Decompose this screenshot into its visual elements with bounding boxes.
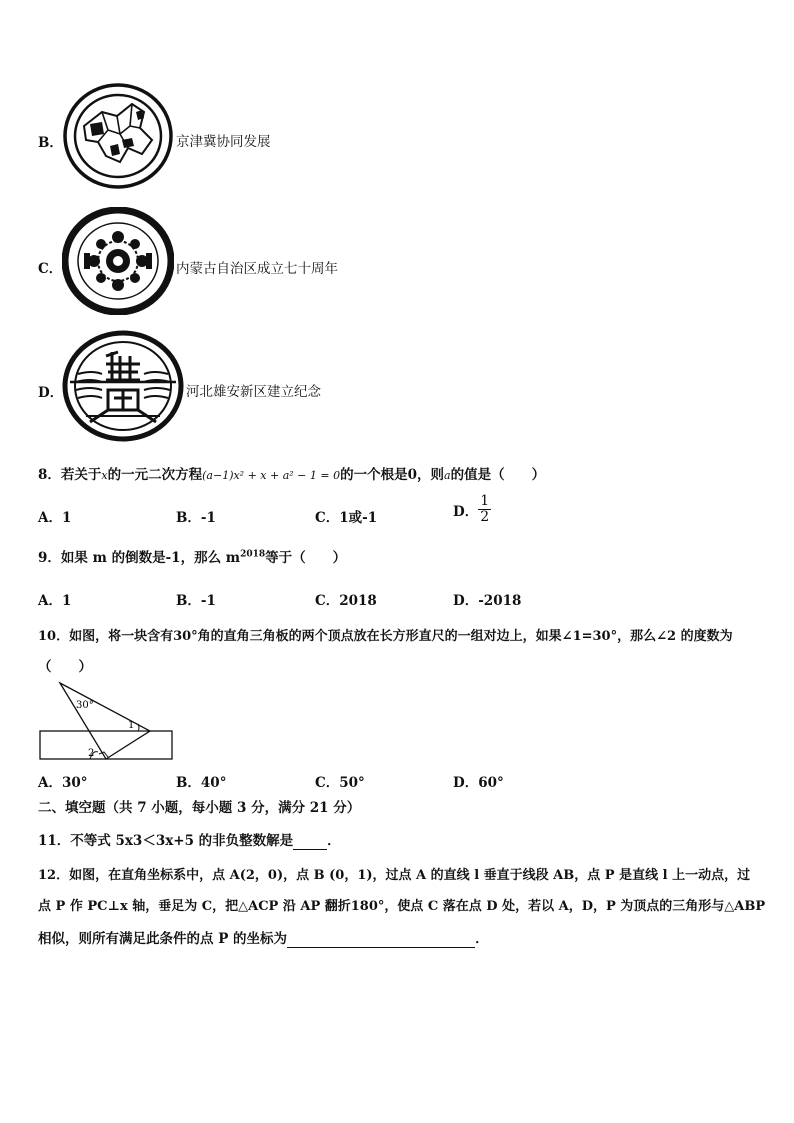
q8-text: 8．若关于 [38, 467, 102, 483]
q10-stem-line1: 10．如图，将一块含有30°角的直角三角板的两个顶点放在长方形直尺的一组对边上，如果∠1=30°，那么∠2 的度数为 [38, 629, 733, 644]
q8-option-b: B．-1 [176, 510, 216, 526]
angle-30-label: 30° [76, 700, 94, 711]
section-heading: 二、填空题（共 7 小题，每小题 3 分，满分 21 分） [38, 800, 361, 816]
option-letter: D． [38, 385, 64, 401]
fraction [478, 494, 491, 526]
answer-blank[interactable] [287, 931, 475, 948]
q12-end: ． [475, 931, 489, 947]
q9-option-c: C．2018 [315, 593, 377, 609]
fraction-numerator: 1 [480, 493, 490, 509]
q12-text: 相似，则所有满足此条件的点 P 的坐标为 [38, 931, 288, 947]
q10-option-c: C．50° [315, 775, 365, 791]
q9-exponent: 2018 [240, 549, 266, 560]
q8-equation: (a−1)x² + x + a² − 1 = 0 [202, 469, 341, 482]
q8-option-d [453, 494, 491, 526]
q11-end: ． [327, 833, 341, 849]
angle-1-label: 1 [128, 720, 135, 731]
option-caption: 河北雄安新区建立纪念 [186, 384, 321, 400]
q8-option-a: A．1 [38, 510, 72, 526]
q8-option-c: C．1或-1 [315, 510, 378, 526]
xiong-character-coin-icon [62, 330, 184, 442]
q9-text: 9．如果 m 的倒数是-1，那么 m [38, 550, 241, 566]
q8-var-x: x [101, 469, 108, 482]
q8-text: 的一元二次方程 [107, 467, 203, 483]
q10-stem-line2: （ ） [38, 659, 92, 675]
q12-line2: 点 P 作 PC⊥x 轴，垂足为 C，把△ACP 沿 AP 翻折180°，使点 C 落在点 D 处，若以 A，D，P 为顶点的三角形与△ABP [38, 899, 766, 914]
q11-text: 11．不等式 5x3＜3x+5 的非负整数解是 [38, 833, 294, 849]
q9-option-a: A．1 [38, 593, 72, 609]
q8-text: 的一个根是0，则 [340, 467, 445, 483]
angle-2-label: 2 [88, 748, 95, 759]
q9-option-d: D．-2018 [453, 593, 522, 609]
option-caption: 内蒙古自治区成立七十周年 [176, 261, 338, 277]
option-letter: C． [38, 261, 63, 277]
q12-line1: 12．如图，在直角坐标系中，点 A(2，0)，点 B (0，1)，过点 A 的直线 l 垂直于线段 AB，点 P 是直线 l 上一动点，过 [38, 868, 751, 883]
q8-stem [38, 463, 545, 483]
fraction-denominator: 2 [480, 509, 490, 526]
option-letter: D． [453, 503, 479, 520]
q11-stem [38, 829, 341, 850]
map-coin-icon [62, 82, 174, 190]
answer-blank[interactable] [293, 833, 327, 850]
option-letter: B． [38, 135, 63, 151]
q10-option-d: D．60° [453, 775, 504, 791]
q8-var-a: a [444, 469, 451, 482]
option-caption: 京津冀协同发展 [176, 134, 271, 150]
q10-figure [38, 680, 178, 766]
q10-option-a: A．30° [38, 775, 88, 791]
q9-stem [38, 546, 346, 566]
q9-text: 等于（ ） [265, 550, 347, 566]
q8-text: 的值是（ ） [450, 467, 546, 483]
q12-line3 [38, 927, 489, 948]
q10-option-b: B．40° [176, 775, 227, 791]
q9-option-b: B．-1 [176, 593, 216, 609]
flower-coin-icon [62, 207, 174, 315]
